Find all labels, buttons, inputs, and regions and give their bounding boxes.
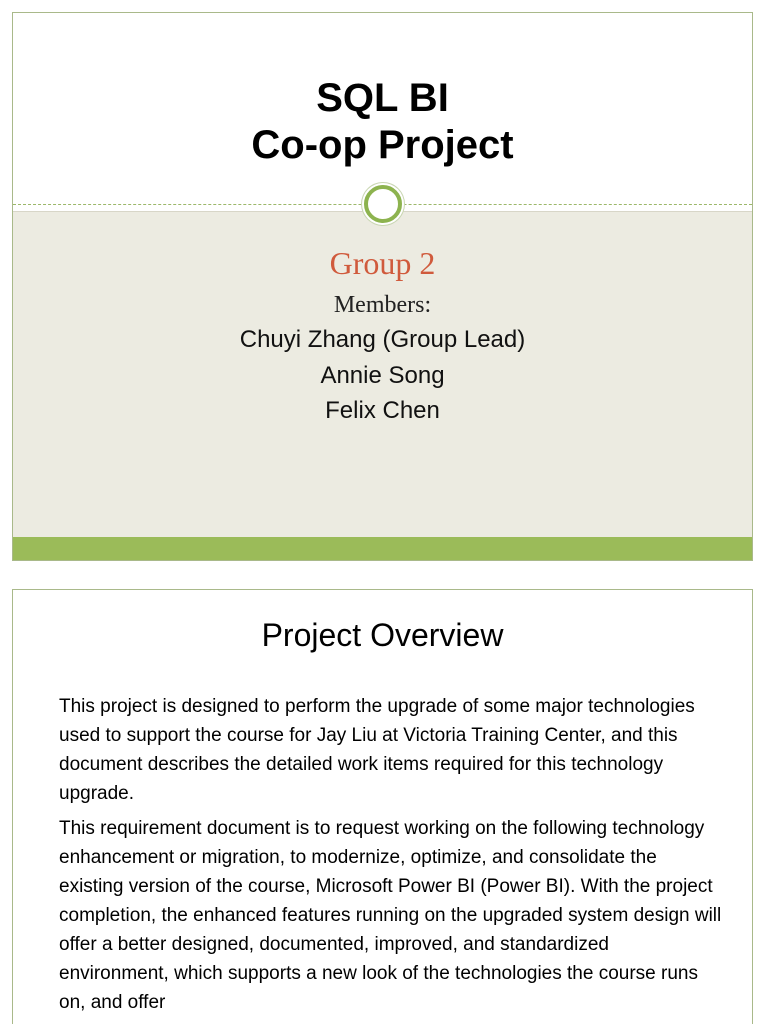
- title-slide: [12, 12, 753, 561]
- member-name: Felix Chen: [325, 397, 440, 424]
- slide-heading: Project Overview: [261, 617, 504, 653]
- circle-ornament-icon: [364, 185, 402, 223]
- slide-title: [13, 75, 752, 169]
- members-label: Members:: [333, 292, 432, 318]
- body-paragraph: This project is designed to perform the upgrade of some major technologies used to support the course for Jay Liu at Victoria Training Center, and this document describes the detailed work items required for this technology upgrade.: [59, 696, 695, 804]
- group-name: Group 2: [329, 245, 436, 281]
- member-name: Chuyi Zhang (Group Lead): [239, 326, 526, 353]
- slide-body: [59, 692, 723, 1023]
- title-line-1: SQL BI: [316, 76, 449, 120]
- accent-bar: [13, 537, 752, 561]
- body-paragraph: This requirement document is to request working on the following technology enhancement or migration, to modernize, optimize, and consolidate the existing version of the course, Microsoft Power BI (Power BI). With the project completion, the enhanced features running on the upgraded system design will offer a better designed, documented, improved, and standardized environment, which supports a new look of the technologies the course runs on, and offer: [59, 818, 722, 1013]
- overview-slide: [12, 589, 753, 1024]
- member-name: Annie Song: [320, 362, 445, 389]
- title-line-2: Co-op Project: [251, 123, 514, 167]
